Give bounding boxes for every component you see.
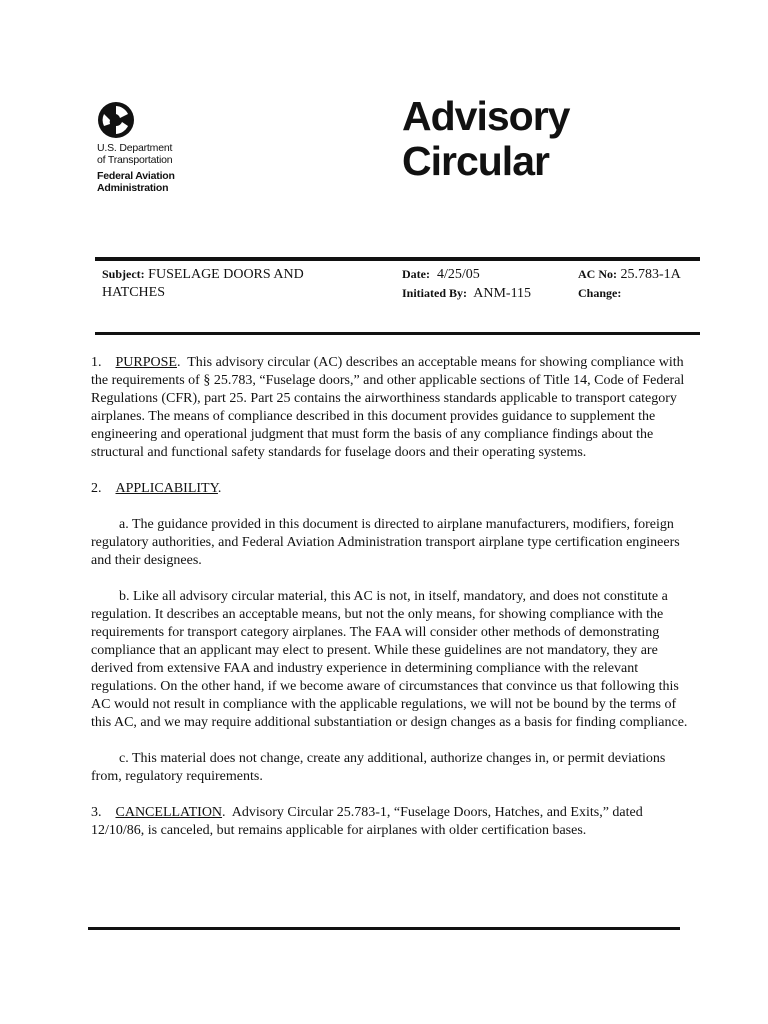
title-line1: Advisory — [402, 93, 570, 139]
section-text: Advisory Circular 25.783-1, “Fuselage Doors, Hatches, and Exits,” dated 12/10/86, is canceled, but remains applicable for airplanes with older certification bases. — [91, 805, 643, 838]
document-body — [91, 354, 691, 858]
initiated-value: ANM-115 — [473, 286, 532, 301]
date-value: 4/25/05 — [436, 267, 480, 282]
date-field — [402, 265, 572, 303]
date-label: Date: — [402, 267, 430, 281]
section-heading: CANCELLATION — [115, 805, 223, 820]
header-rule-top — [95, 257, 700, 261]
title-line2: Circular — [402, 138, 549, 184]
document-type-title — [402, 94, 569, 184]
section-cancellation: 3. CANCELLATION. Advisory Circular 25.783-1, “Fuselage Doors, Hatches, and Exits,” dated 12/10/86, is canceled, but remains applicable for airplanes with older certification bases. — [91, 805, 643, 838]
agency-name — [97, 142, 175, 194]
section-text: This advisory circular (AC) describes an acceptable means for showing compliance with the requirements of § 25.783, “Fuselage doors,” and other applicable sections of Title 14, Code of Federal Regulations (CFR), part 25. Part 25 contains the airworthiness standards applicable to transport category airplanes. The means of compliance described in this document provides guidance to supplement the engineering and operational judgment that must form the basis of any compliance findings about the structural and functional safety standards for fuselage doors and their operating systems. — [91, 355, 685, 460]
dot-logo-icon — [96, 100, 136, 140]
change-label: Change: — [578, 286, 622, 300]
header-rule-bottom — [95, 332, 700, 335]
acno-label: AC No: — [578, 267, 617, 281]
faa-line1: Federal Aviation — [97, 170, 175, 182]
subject-label: Subject: — [102, 267, 145, 281]
paragraph-b: b. Like all advisory circular material, this AC is not, in itself, mandatory, and does not constitute a regulation. It describes an acceptable means, but not the only means, for showing compliance with the requirements for transport category airplanes. The FAA will consider other methods of demonstrating compliance that an applicant may elect to present. While these guidelines are not mandatory, they are derived from extensive FAA and industry experience in determining compliance with the relevant regulations. On the other hand, if we become aware of circumstances that convince us that following this AC would not result in compliance with the applicable regulations, we will not be bound by the terms of this AC, and we may require additional substantiation or design changes as a basis for finding compliance. — [91, 589, 688, 730]
ac-number-field — [578, 265, 708, 303]
paragraph-a: a. The guidance provided in this document is directed to airplane manufacturers, modifiers, foreign regulatory authorities, and Federal Aviation Administration transport airplane type certification engineers and their designees. — [91, 517, 680, 568]
section-number: 1. — [91, 355, 102, 370]
subject-value: FUSELAGE DOORS AND HATCHES — [102, 267, 304, 300]
section-number: 2. — [91, 481, 102, 496]
dept-line2: of Transportation — [97, 154, 173, 166]
section-applicability: 2. APPLICABILITY. — [91, 481, 222, 496]
section-purpose: 1. PURPOSE. This advisory circular (AC) describes an acceptable means for showing compliance with the requirements of § 25.783, “Fuselage doors,” and other applicable sections of Title 14, Code of Federal Regulations (CFR), part 25. Part 25 contains the airworthiness standards applicable to transport category airplanes. The means of compliance described in this document provides guidance to supplement the engineering and operational judgment that must form the basis of any compliance findings about the structural and functional safety standards for fuselage doors and their operating systems. — [91, 355, 685, 460]
initiated-label: Initiated By: — [402, 286, 468, 300]
faa-line2: Administration — [97, 182, 169, 194]
section-heading: PURPOSE — [115, 355, 177, 370]
paragraph-c: c. This material does not change, create any additional, authorize changes in, or permit deviations from, regulatory requirements. — [91, 751, 666, 784]
subject-field — [102, 265, 362, 302]
section-number: 3. — [91, 805, 102, 820]
acno-value: 25.783-1A — [620, 267, 681, 282]
section-heading: APPLICABILITY — [115, 481, 218, 496]
dept-line1: U.S. Department — [97, 142, 173, 154]
footer-rule — [88, 927, 680, 930]
